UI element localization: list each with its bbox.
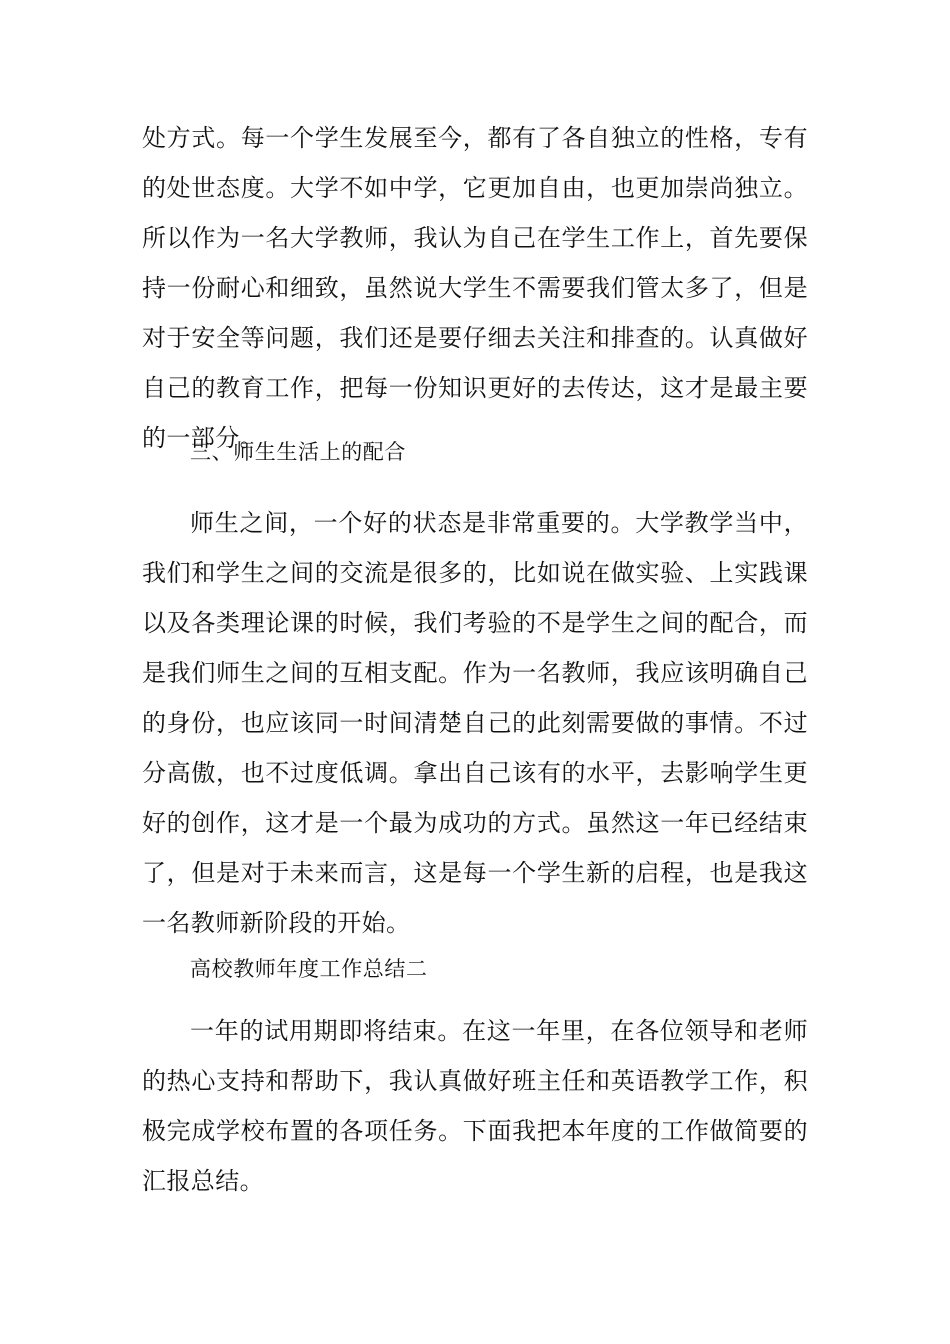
section-title-annual-summary-two: 高校教师年度工作总结二 xyxy=(190,957,428,981)
paragraph-probation-summary: 一年的试用期即将结束。在这一年里，在各位领导和老师的热心支持和帮助下，我认真做好班主任和英语教学工作，积极完成学校布置的各项任务。下面我把本年度的工作做简要的汇报总结。 xyxy=(142,1017,808,1195)
paragraph-continuation: 处方式。每一个学生发展至今，都有了各自独立的性格，专有的处世态度。大学不如中学，它更加自由，也更加崇尚独立。所以作为一名大学教师，我认为自己在学生工作上，首先要保持一份耐心和细致，虽然说大学生不需要我们管太多了，但是对于安全等问题，我们还是要仔细去关注和排查的。认真做好自己的教育工作，把每一份知识更好的去传达，这才是最主要的一部分。 xyxy=(142,124,808,452)
section-heading-teacher-student-cooperation: 三、师生生活上的配合 xyxy=(190,440,406,464)
paragraph-teacher-student-relationship: 师生之间，一个好的状态是非常重要的。大学教学当中，我们和学生之间的交流是很多的，比如说在做实验、上实践课以及各类理论课的时候，我们考验的不是学生之间的配合，而是我们师生之间的互相支配。作为一名教师，我应该明确自己的身份，也应该同一时间清楚自己的此刻需要做的事情。不过分高傲，也不过度低调。拿出自己该有的水平，去影响学生更好的创作，这才是一个最为成功的方式。虽然这一年已经结束了，但是对于未来而言，这是每一个学生新的启程，也是我这一名教师新阶段的开始。 xyxy=(142,509,808,937)
